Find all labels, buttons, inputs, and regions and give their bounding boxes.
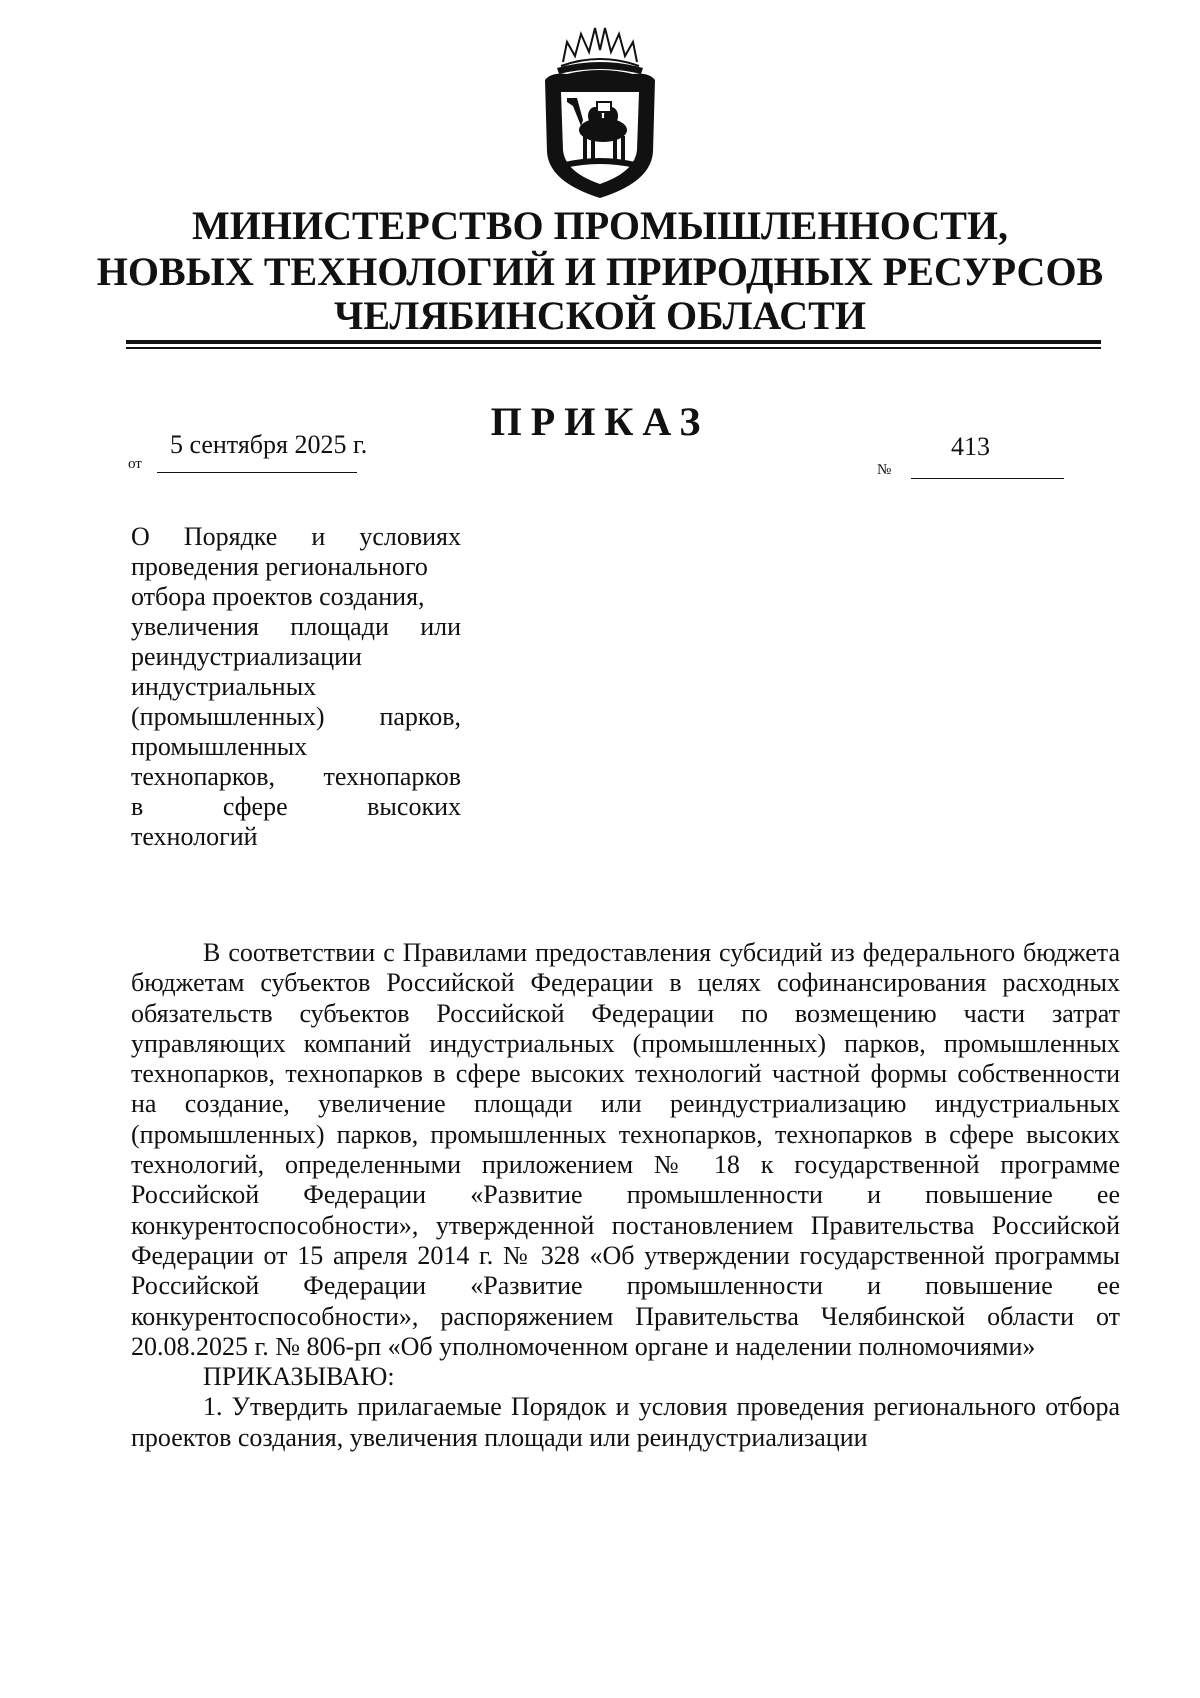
subject-line: реиндустриализации [131, 642, 362, 671]
subject-line: технопарков, технопарков [131, 762, 461, 791]
preamble-paragraph: В соответствии с Правилами предоставления субсидий из федерального бюджета бюджетам субъектов Российской Федерации в целях софинансирования расходных обязательств субъектов Российской Федерации по возмещению части затрат управляющих компаний индустриальных (промышленных) парков, промышленных технопарков, технопарков в сфере высоких технологий частной формы собственности на создание, увеличение площади или реиндустриализацию индустриальных (промышленных) парков, промышленных технопарков, технопарков в сфере высоких технологий, определенными приложением № 18 к государственной программе Российской Федерации «Развитие промышленности и повышение ее конкурентоспособности», утвержденной постановлением Правительства Российской Федерации от 15 апреля 2014 г. № 328 «Об утверждении государственной программы Российской Федерации «Развитие промышленности и повышение ее конкурентоспособности», распоряжением Правительства Челябинской области от 20.08.2025 г. № 806-рп «Об уполномоченном органе и наделении полномочиями» [131, 938, 1120, 1361]
date-label: от [128, 456, 142, 472]
header-divider-thin [126, 347, 1101, 349]
order-title: ПРИКАЗ [490, 399, 710, 444]
ministry-name-line-2: НОВЫХ ТЕХНОЛОГИЙ И ПРИРОДНЫХ РЕСУРСОВ [96, 249, 1104, 294]
subject-line: технологий [131, 822, 258, 851]
subject-line: увеличения площади или [131, 612, 461, 641]
subject-line: проведения регионального [131, 552, 428, 581]
order-subject [131, 522, 461, 852]
subject-line: отбора проектов создания, [131, 582, 425, 611]
order-date: 5 сентября 2025 г. [170, 430, 368, 459]
order-body [131, 938, 1120, 1453]
order-number: 413 [951, 432, 990, 461]
order-item-1: 1. Утвердить прилагаемые Порядок и условия проведения регионального отбора проектов создания, увеличения площади или реиндустриализации [131, 1392, 1120, 1452]
subject-line: промышленных [131, 732, 308, 761]
subject-line: (промышленных) парков, [131, 702, 461, 731]
number-label: № [877, 462, 892, 478]
header-divider-thick [126, 340, 1101, 344]
subject-line: О Порядке и условиях [131, 522, 461, 551]
ministry-name-line-1: МИНИСТЕРСТВО ПРОМЫШЛЕННОСТИ, [192, 203, 1008, 248]
date-underline [157, 472, 357, 473]
subject-line: в сфере высоких [131, 792, 461, 821]
ministry-name-line-3: ЧЕЛЯБИНСКОЙ ОБЛАСТИ [334, 293, 866, 338]
subject-line: индустриальных [131, 672, 317, 701]
chelyabinsk-coat-of-arms-icon [537, 22, 663, 202]
number-underline [911, 478, 1064, 479]
order-word: ПРИКАЗЫВАЮ: [203, 1362, 395, 1392]
